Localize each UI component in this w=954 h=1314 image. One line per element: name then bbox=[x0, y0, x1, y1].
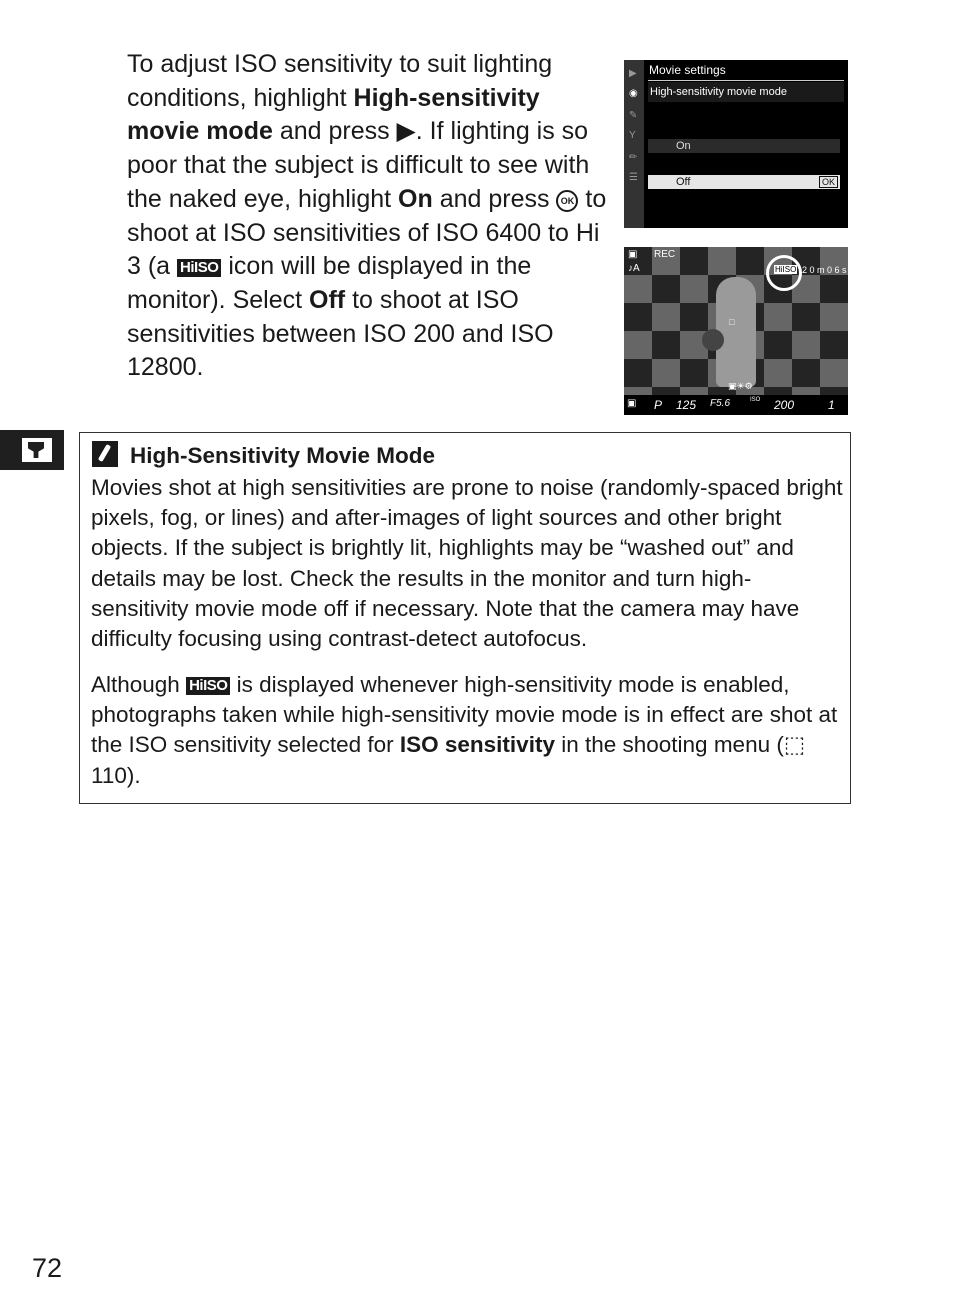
note-heading: High-Sensitivity Movie Mode bbox=[130, 443, 436, 468]
note-box bbox=[79, 432, 851, 804]
camera-menu-icon: ◉ bbox=[629, 88, 638, 99]
ok-badge: OK bbox=[819, 176, 838, 188]
ok-button-icon: OK bbox=[556, 190, 578, 212]
frame-count: 1 bbox=[828, 398, 835, 412]
iso-label: ISO bbox=[750, 397, 761, 403]
movie-chapter-tab bbox=[0, 430, 64, 470]
rec-indicator: REC bbox=[654, 249, 676, 260]
note-paragraph-1: Movies shot at high sensitivities are prone to noise (randomly-spaced bright pixels, fog, or lines) and after-images of light sources and other bright objects. If the subject is brightly lit, highlights may be “washed out” and details may be lost. Check the results in the monitor and turn high-sensitivity movie mode off if necessary. Note that the camera may have difficulty focusing using contrast-detect autofocus. bbox=[91, 475, 843, 652]
iso-value: 200 bbox=[774, 398, 795, 412]
page-number: 72 bbox=[32, 1253, 63, 1283]
menu-title: Movie settings bbox=[649, 63, 726, 77]
menu-tab-bar bbox=[624, 60, 644, 228]
live-view-screenshot bbox=[624, 247, 848, 415]
settings-icons: ▣☀⚙ bbox=[728, 381, 753, 391]
playback-menu-icon: ▶ bbox=[629, 68, 637, 79]
movie-camera-icon bbox=[22, 438, 52, 462]
custom-menu-icon: ✎ bbox=[629, 110, 638, 121]
exposure-mode: P bbox=[654, 398, 663, 412]
term-iso-sensitivity: ISO sensitivity bbox=[399, 732, 555, 758]
focus-point-icon: □ bbox=[729, 317, 735, 327]
menu-divider bbox=[648, 80, 844, 81]
subject-figure bbox=[716, 277, 756, 387]
menu-option-on: On bbox=[648, 139, 840, 153]
basketball bbox=[702, 329, 724, 351]
note-hiiso-icon: HiISO bbox=[186, 677, 230, 695]
metering-icon: ▣ bbox=[627, 398, 637, 409]
menu-subtitle: High-sensitivity movie mode bbox=[648, 82, 844, 102]
mic-icon: ♪A bbox=[628, 263, 640, 274]
live-hiiso-icon: HiISO bbox=[775, 265, 797, 274]
pencil-icon bbox=[92, 441, 118, 467]
term-off: Off bbox=[309, 285, 346, 314]
movie-mode-icon: ▣ bbox=[628, 249, 638, 260]
note-paragraph-2: Although HiISO is displayed whenever high-sensitivity mode is enabled, photographs taken while high-sensitivity movie mode is in effect are shot at the ISO sensitivity selected for ISO sensitivity in the shooting menu (⬚ 110). bbox=[91, 672, 838, 788]
shutter-speed: 125 bbox=[676, 398, 697, 412]
menu-option-off: Off OK bbox=[648, 175, 840, 189]
time-remaining: 2 0 m 0 6 s bbox=[802, 265, 847, 275]
term-on: On bbox=[398, 184, 433, 213]
retouch-menu-icon: ✏ bbox=[629, 152, 638, 163]
recent-menu-icon: ☰ bbox=[629, 172, 638, 183]
hiiso-icon: HiISO bbox=[177, 259, 221, 277]
info-bar bbox=[624, 395, 848, 415]
aperture: F5.6 bbox=[710, 398, 731, 409]
movie-settings-menu-screenshot bbox=[624, 60, 848, 228]
intro-paragraph: To adjust ISO sensitivity to suit lighting conditions, highlight High-sensitivity movie mode and press ▶. If lighting is so poor that the subject is difficult to see with the naked eye, highlight On and press OK to shoot at ISO sensitivities of ISO 6400 to Hi 3 (a HiISO icon will be displayed in the monitor). Select Off to shoot at ISO sensitivities between ISO 200 and ISO 12800. bbox=[127, 50, 607, 382]
setup-menu-icon: Y bbox=[629, 130, 636, 141]
term-high-sensitivity: High-sensitivity movie mode bbox=[127, 83, 540, 146]
